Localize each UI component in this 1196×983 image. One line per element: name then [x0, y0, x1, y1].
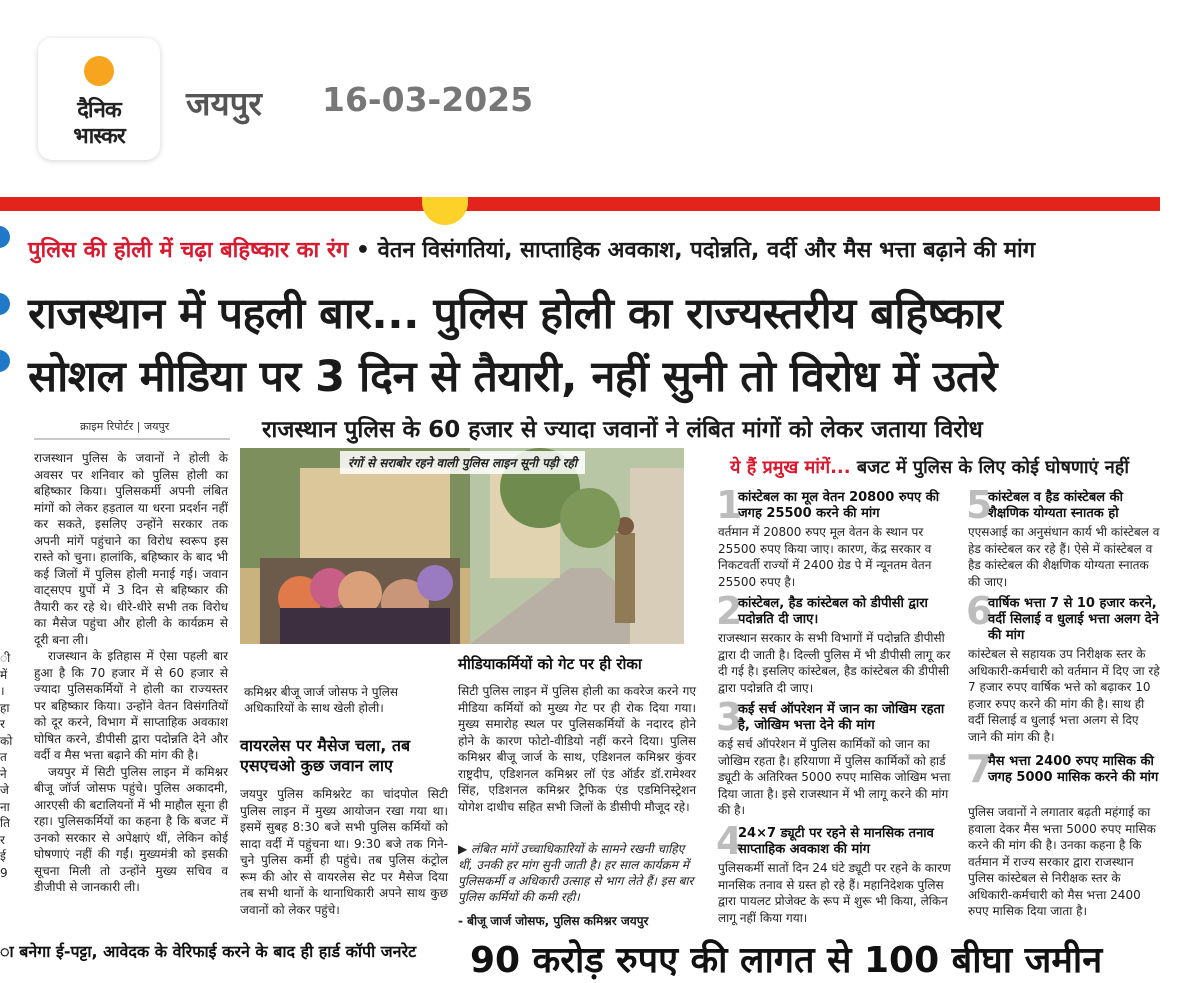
logo-sun-icon: [84, 56, 114, 86]
demand-heading: कांस्टेबल, हैड कांस्टेबल को डीपीसी द्वारा पदोन्नति दी जाए।: [738, 596, 928, 627]
kicker-red: पुलिस की होली में चढ़ा बहिष्कार का रंग: [28, 238, 349, 263]
demand-number: 6: [966, 589, 993, 633]
demands-title-red: ये हैं प्रमुख मांगें...: [730, 457, 851, 478]
demand-text: कांस्टेबल से सहायक उप निरीक्षक स्तर के अधिकारी-कर्मचारी को वर्तमान में दिए जा रहे 7 हजार रुपए वार्षिक भत्ते को बढ़ाकर 10 हजार रुपए करने की मांग की है। साथ ही वर्दी सिलाई व धुलाई भत्ता अलग से दिए जाने की मांग की है।: [968, 647, 1160, 744]
column-1-para-2: राजस्थान के इतिहास में ऐसा पहली बार हुआ है कि 70 हजार में से 60 हजार से ज्यादा पुलिसकर्मियों ने होली का राज्यस्तर पर बहिष्कार किया। उन्होंने वेतन विसंगतियों को दूर करने, विभाग में साप्ताहिक अवकाश घोषित करने, डीपीसी द्वारा पदोन्नति देने और वर्दी व मैस भत्ता बढ़ाने की मांग की है।: [34, 649, 228, 762]
demands-title-rest: बजट में पुलिस के लिए कोई घोषणाएं नहीं: [850, 457, 1129, 478]
media-heading: मीडियाकर्मियों को गेट पर ही रोका: [458, 655, 642, 673]
previous-column-edge: ी में । हा र को त ने जे ना ति र ई 9: [0, 651, 13, 880]
kicker: [28, 234, 1168, 264]
masthead-sun-icon: [422, 197, 468, 225]
byline-rule: [34, 438, 230, 440]
wireless-heading: वायरलेस पर मैसेज चला, तब एसएचओ कुछ जवान लाए: [240, 736, 411, 775]
article-photo: [240, 448, 684, 644]
byline: क्राइम रिपोर्टर | जयपुर: [80, 420, 170, 433]
wireless-text: जयपुर पुलिस कमिश्नरेट का चांदपोल सिटी पुलिस लाइन में मुख्य आयोजन रखा गया था। इसमें सुबह 8:30 बजे सभी पुलिस कर्मियों को सादा वर्दी में पहुंचना था। 9:30 बजे तक गिने-चुने पुलिस कर्मी ही पहुंचे। तब पुलिस कंट्रोल रूम की ओर से वायरलेस सेट पर मैसेज दिया तब सभी थानों के थानाधिकारी अपने साथ कुछ जवानों को लेकर पहुंचे।: [240, 787, 448, 917]
headline-line1: राजस्थान में पहली बार... पुलिस होली का राज्यस्तरीय बहिष्कार: [28, 289, 1003, 339]
media-text: सिटी पुलिस लाइन में पुलिस होली का कवरेज करने गए मीडिया कर्मियों को मुख्य गेट पर ही रोक दिया गया। मुख्य समारोह स्थल पर पुलिसकर्मियों के नदारद होने होने के कारण फोटो-वीडियो नहीं करने दिया। पुलिस कमिश्नर बीजू जार्ज के साथ, एडिशनल कमिश्नर कुंवर राष्ट्रदीप, एडिशनल कमिश्नर लॉ एंड ऑर्डर डॉ.रामेश्वर सिंह, एडिशनल कमिश्नर ट्रैफिक एंड एडमिनिस्ट्रेशन योगेश दाधीच सहित सभी जिलों के डीसीपी मौजूद रहे।: [458, 684, 696, 814]
demand-number: 2: [716, 589, 743, 633]
demand-heading: 24×7 ड्यूटी पर रहने से मानसिक तनाव साप्ताहिक अवकाश की मांग: [738, 826, 934, 857]
margin-bullet-icon: [0, 293, 10, 315]
demand-number: 3: [716, 695, 743, 739]
quote-attribution: - बीजू जार्ज जोसफ, पुलिस कमिश्नर जयपुर: [458, 914, 649, 928]
demand-number: 7: [966, 747, 993, 791]
masthead-red-bar: [0, 197, 1160, 211]
demand-heading: वार्षिक भत्ता 7 से 10 हजार करने, वर्दी सिलाई व धुलाई भत्ता अलग देने की मांग: [988, 596, 1159, 643]
logo-text-line2: भास्कर: [73, 124, 125, 149]
subheadline: राजस्थान पुलिस के 60 हजार से ज्यादा जवानों ने लंबित मांगों को लेकर जताया विरोध: [262, 417, 983, 443]
demand-text: वर्तमान में 20800 रुपए मूल वेतन के स्थान पर 25500 रुपए किया जाए। कारण, केंद्र सरकार व निकटवर्ती राज्यों में 2400 ग्रेड पे में न्यूनतम वेतन 25500 रुपए है।: [718, 525, 932, 589]
edition-date: 16-03-2025: [322, 80, 534, 119]
demand-heading: कांस्टेबल व हैड कांस्टेबल की शैक्षणिक योग्यता स्नातक हो: [988, 490, 1123, 521]
margin-bullet-icon: [0, 226, 10, 248]
column-1: [34, 450, 228, 930]
demand-text: पुलिसकर्मी सातों दिन 24 घंटे ड्यूटी पर रहने के कारण मानसिक तनाव से ग्रस्त हो रहे हैं। महानिदेशक पुलिस द्वारा पायलट प्रोजेक्ट के रूप में शुरू भी किया, लेकिन लागू नहीं किया गया।: [718, 861, 951, 925]
demand-text: पुलिस जवानों ने लगातार बढ़ती महंगाई का हवाला देकर मैस भत्ता 5000 रुपए मासिक करने की मांग की है। उनका कहना है कि वर्तमान में राज्य सरकार द्वारा राजस्थान पुलिस कांस्टेबल से निरीक्षक स्तर के अधिकारी-कर्मचारी को मैस भत्ता 2400 रुपए मासिक दिया जाता है।: [968, 805, 1156, 918]
demand-heading: कांस्टेबल का मूल वेतन 20800 रुपए की जगह 25500 करने की मांग: [738, 490, 940, 521]
photo-caption-overlay: रंगों से सराबोर रहने वाली पुलिस लाइन सूनी पड़ी रही: [340, 451, 585, 474]
demand-heading: मैस भत्ता 2400 रुपए मासिक की जगह 5000 मासिक करने की मांग: [988, 754, 1159, 785]
demand-text: एएसआई का अनुसंधान कार्य भी कांस्टेबल व हेड कांस्टेबल कर रहे हैं। ऐसे में कांस्टेबल व हैड कांस्टेबल की शैक्षणिक योग्यता स्नातक की जाए।: [968, 525, 1160, 589]
kicker-rest: • वेतन विसंगतियां, साप्ताहिक अवकाश, पदोन्नति, वर्दी और मैस भत्ता बढ़ाने की मांग: [348, 238, 1036, 263]
demand-text: कई सर्च ऑपरेशन में पुलिस कार्मिकों को जान का जोखिम रहता है। हरियाणा में पुलिस कार्मिकों को हार्ड ड्यूटी के अतिरिक्त 5000 रुपए मासिक जोखिम भत्ता दिया जाता है। इसे राजस्थान में भी लागू करने की मांग की है।: [718, 737, 951, 817]
margin-bullet-icon: [0, 350, 10, 372]
demand-number: 4: [716, 819, 743, 863]
quote: ▶ लंबित मांगें उच्चाधिकारियों के सामने रखनी चाहिए थीं, उनकी हर मांग सुनी जाती है। हर साल कार्यक्रम में पुलिसकर्मी व अधिकारी उत्साह से भाग लेते हैं। इस बार पुलिस कर्मियों की कमी रही।: [458, 842, 694, 904]
column-1-para-3: जयपुर में सिटी पुलिस लाइन में कमिश्नर बीजू जॉर्ज जोसफ पहुंचे। पुलिस अकादमी, आरएसी की बटालियनों में भी माहौल सूना ही रहा। पुलिसकर्मियों का कहना है कि बजट में उनको सरकार से अपेक्षाएं थीं, लेकिन कोई घोषणाएं नहीं की गईं। मुख्यमंत्री को इसकी सूचना मिली तो उन्होंने मुख्य सचिव व डीजीपी से जानकारी ली।: [34, 764, 228, 894]
headline-line2: सोशल मीडिया पर 3 दिन से तैयारी, नहीं सुनी तो विरोध में उतरे: [28, 352, 997, 402]
demands-title: [730, 455, 1129, 479]
demand-heading: कई सर्च ऑपरेशन में जान का जोखिम रहता है, जोखिम भत्ता देने की मांग: [738, 702, 945, 733]
next-story-big-headline: 90 करोड़ रुपए की लागत से 100 बीघा जमीन: [470, 940, 1103, 981]
logo-text-line1: दैनिक: [77, 98, 121, 123]
dainik-bhaskar-logo[interactable]: [38, 38, 160, 160]
photo-caption: कमिश्नर बीजू जार्ज जोसफ ने पुलिस अधिकारियों के साथ खेली होली।: [244, 685, 398, 715]
edition-location: जयपुर: [186, 84, 262, 123]
next-story-headline: ा बनेगा ई-पट्टा, आवेदक के वेरिफाई करने के बाद ही हार्ड कॉपी जनरेट: [0, 942, 417, 961]
photo-illustration: [240, 448, 684, 644]
demand-text: राजस्थान सरकार के सभी विभागों में पदोन्नति डीपीसी द्वारा दी जाती है। दिल्ली पुलिस में भी डीपीसी लागू कर दी गई है। इसलिए कांस्टेबल, हैड कांस्टेबल की डीपीसी द्वारा पदोन्नति दी जाए।: [718, 631, 951, 695]
column-1-para-1: राजस्थान पुलिस के जवानों ने होली के अवसर पर शनिवार को पुलिस होली का बहिष्कार किया। पुलिसकर्मी अपनी लंबित मांगों को लेकर हड़ताल या धरना प्रदर्शन नहीं कर सकते, इसलिए उन्होंने सरकार तक अपनी मांगें पहुंचाने का विरोध स्वरूप इस रास्ते को चुना। हालांकि, बहिष्कार के बाद भी कई जिलों में पुलिस होली मनाई गई। जवान वाट्सएप ग्रुपों में 3 दिन से बहिष्कार की तैयारी कर रहे थे। धीरे-धीरे सभी तक विरोध का मैसेज पहुंचा और होली के कार्यक्रम से दूरी बना ली।: [34, 451, 228, 647]
demand-number: 1: [716, 483, 743, 527]
demand-number: 5: [966, 483, 993, 527]
